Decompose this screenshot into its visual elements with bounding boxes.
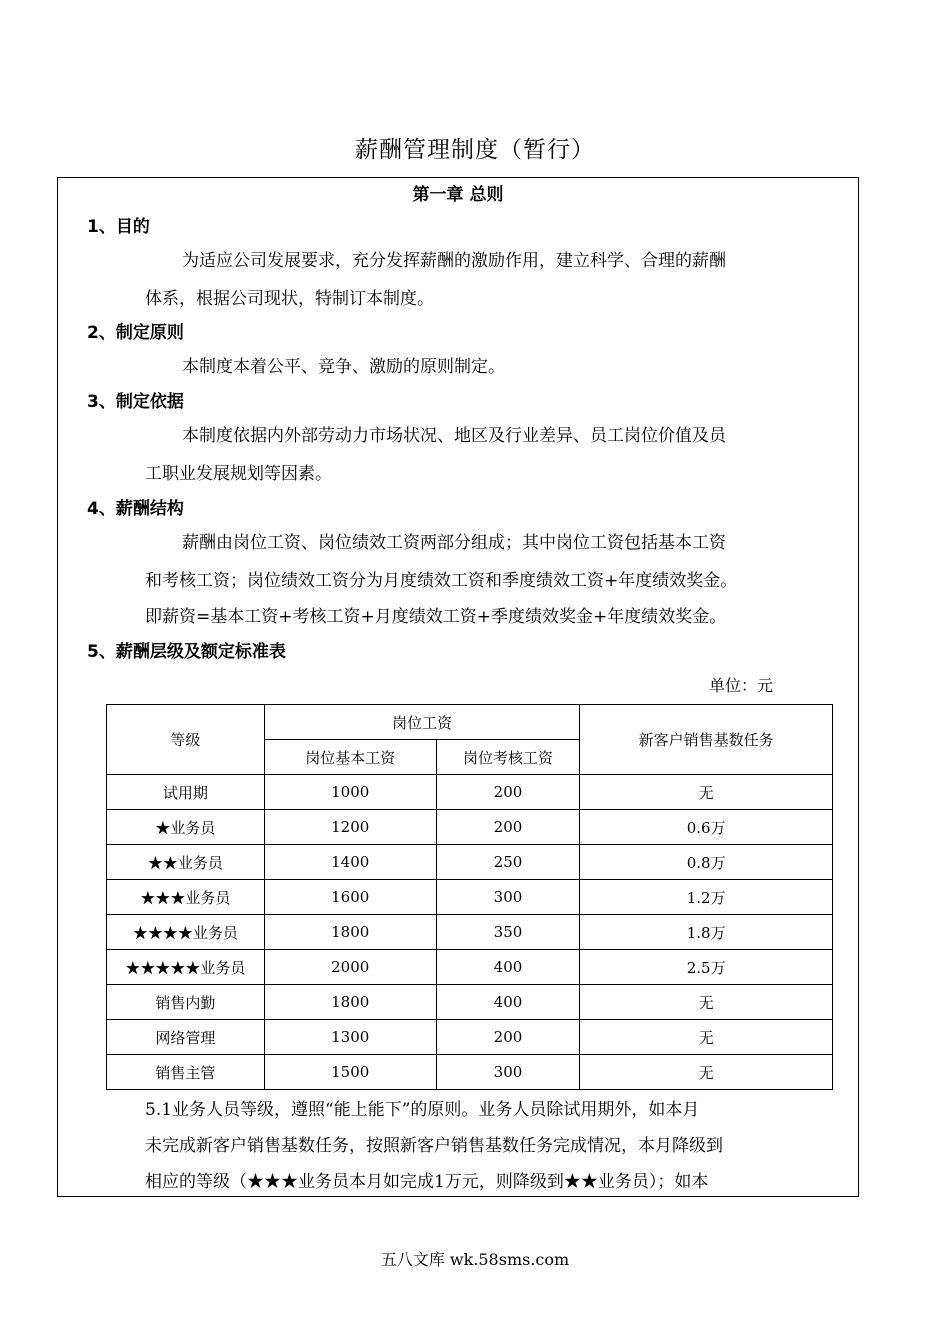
basic-cell: 1800 xyxy=(264,985,436,1020)
unit-label: 单位：元 xyxy=(709,676,774,695)
table-row xyxy=(107,845,833,880)
assess-cell: 300 xyxy=(436,880,580,915)
task-cell: 1.8万 xyxy=(580,915,833,950)
section-3-line-1: 本制度依据内外部劳动力市场状况、地区及行业差异、员工岗位价值及员 xyxy=(182,426,726,446)
task-cell: 无 xyxy=(580,985,833,1020)
grade-cell: ★业务员 xyxy=(107,810,265,845)
section-1-line-2: 体系，根据公司现状，特制订本制度。 xyxy=(145,289,434,309)
basic-cell: 2000 xyxy=(264,950,436,985)
section-3-line-2: 工职业发展规划等因素。 xyxy=(145,464,332,484)
section-4-line-3: 即薪资=基本工资+考核工资+月度绩效工资+季度绩效奖金+年度绩效奖金。 xyxy=(145,607,727,627)
section-1-heading: 1、目的 xyxy=(87,217,150,237)
grade-cell: ★★★★★业务员 xyxy=(107,950,265,985)
basic-cell: 1600 xyxy=(264,880,436,915)
note-line-2: 未完成新客户销售基数任务，按照新客户销售基数任务完成情况，本月降级到 xyxy=(145,1136,723,1156)
chapter-heading: 第一章 总则 xyxy=(412,185,504,205)
assess-cell: 200 xyxy=(436,775,580,810)
header-post-salary: 岗位工资 xyxy=(264,705,580,740)
salary-standard-table xyxy=(106,704,833,1090)
basic-cell: 1000 xyxy=(264,775,436,810)
note-line-3: 相应的等级（★★★业务员本月如完成1万元，则降级到★★业务员）；如本 xyxy=(145,1172,709,1192)
grade-cell: ★★业务员 xyxy=(107,845,265,880)
section-1-line-1: 为适应公司发展要求，充分发挥薪酬的激励作用，建立科学、合理的薪酬 xyxy=(182,251,726,271)
table-row xyxy=(107,950,833,985)
task-cell: 无 xyxy=(580,1055,833,1090)
grade-cell: 销售主管 xyxy=(107,1055,265,1090)
grade-cell: ★★★业务员 xyxy=(107,880,265,915)
section-4-line-2: 和考核工资；岗位绩效工资分为月度绩效工资和季度绩效工资+年度绩效奖金。 xyxy=(145,571,738,591)
basic-cell: 1400 xyxy=(264,845,436,880)
task-cell: 无 xyxy=(580,775,833,810)
assess-cell: 300 xyxy=(436,1055,580,1090)
table-row xyxy=(107,880,833,915)
table-row xyxy=(107,1020,833,1055)
grade-cell: 网络管理 xyxy=(107,1020,265,1055)
header-grade: 等级 xyxy=(107,705,265,775)
assess-cell: 200 xyxy=(436,810,580,845)
grade-cell: 销售内勤 xyxy=(107,985,265,1020)
basic-cell: 1300 xyxy=(264,1020,436,1055)
table-row xyxy=(107,985,833,1020)
table-row xyxy=(107,1055,833,1090)
grade-cell: ★★★★业务员 xyxy=(107,915,265,950)
section-3-heading: 3、制定依据 xyxy=(87,392,184,412)
task-cell: 0.8万 xyxy=(580,845,833,880)
section-4-heading: 4、薪酬结构 xyxy=(87,499,184,519)
task-cell: 0.6万 xyxy=(580,810,833,845)
assess-cell: 400 xyxy=(436,950,580,985)
assess-cell: 200 xyxy=(436,1020,580,1055)
table-row xyxy=(107,915,833,950)
document-title: 薪酬管理制度（暂行） xyxy=(355,137,595,163)
section-2-line-1: 本制度本着公平、竞争、激励的原则制定。 xyxy=(182,357,505,377)
header-assess-salary: 岗位考核工资 xyxy=(436,740,580,775)
task-cell: 无 xyxy=(580,1020,833,1055)
table-row xyxy=(107,775,833,810)
basic-cell: 1500 xyxy=(264,1055,436,1090)
section-5-heading: 5、薪酬层级及额定标准表 xyxy=(87,642,286,662)
task-cell: 1.2万 xyxy=(580,880,833,915)
table-row xyxy=(107,810,833,845)
assess-cell: 250 xyxy=(436,845,580,880)
header-basic-salary: 岗位基本工资 xyxy=(264,740,436,775)
note-line-1: 5.1业务人员等级，遵照“能上能下”的原则。业务人员除试用期外，如本月 xyxy=(145,1100,700,1120)
assess-cell: 350 xyxy=(436,915,580,950)
assess-cell: 400 xyxy=(436,985,580,1020)
basic-cell: 1200 xyxy=(264,810,436,845)
basic-cell: 1800 xyxy=(264,915,436,950)
task-cell: 2.5万 xyxy=(580,950,833,985)
grade-cell: 试用期 xyxy=(107,775,265,810)
footer-watermark: 五八文库 wk.58sms.com xyxy=(380,1250,570,1269)
header-sales-task: 新客户销售基数任务 xyxy=(580,705,833,775)
section-2-heading: 2、制定原则 xyxy=(87,323,184,343)
section-4-line-1: 薪酬由岗位工资、岗位绩效工资两部分组成；其中岗位工资包括基本工资 xyxy=(182,533,726,553)
